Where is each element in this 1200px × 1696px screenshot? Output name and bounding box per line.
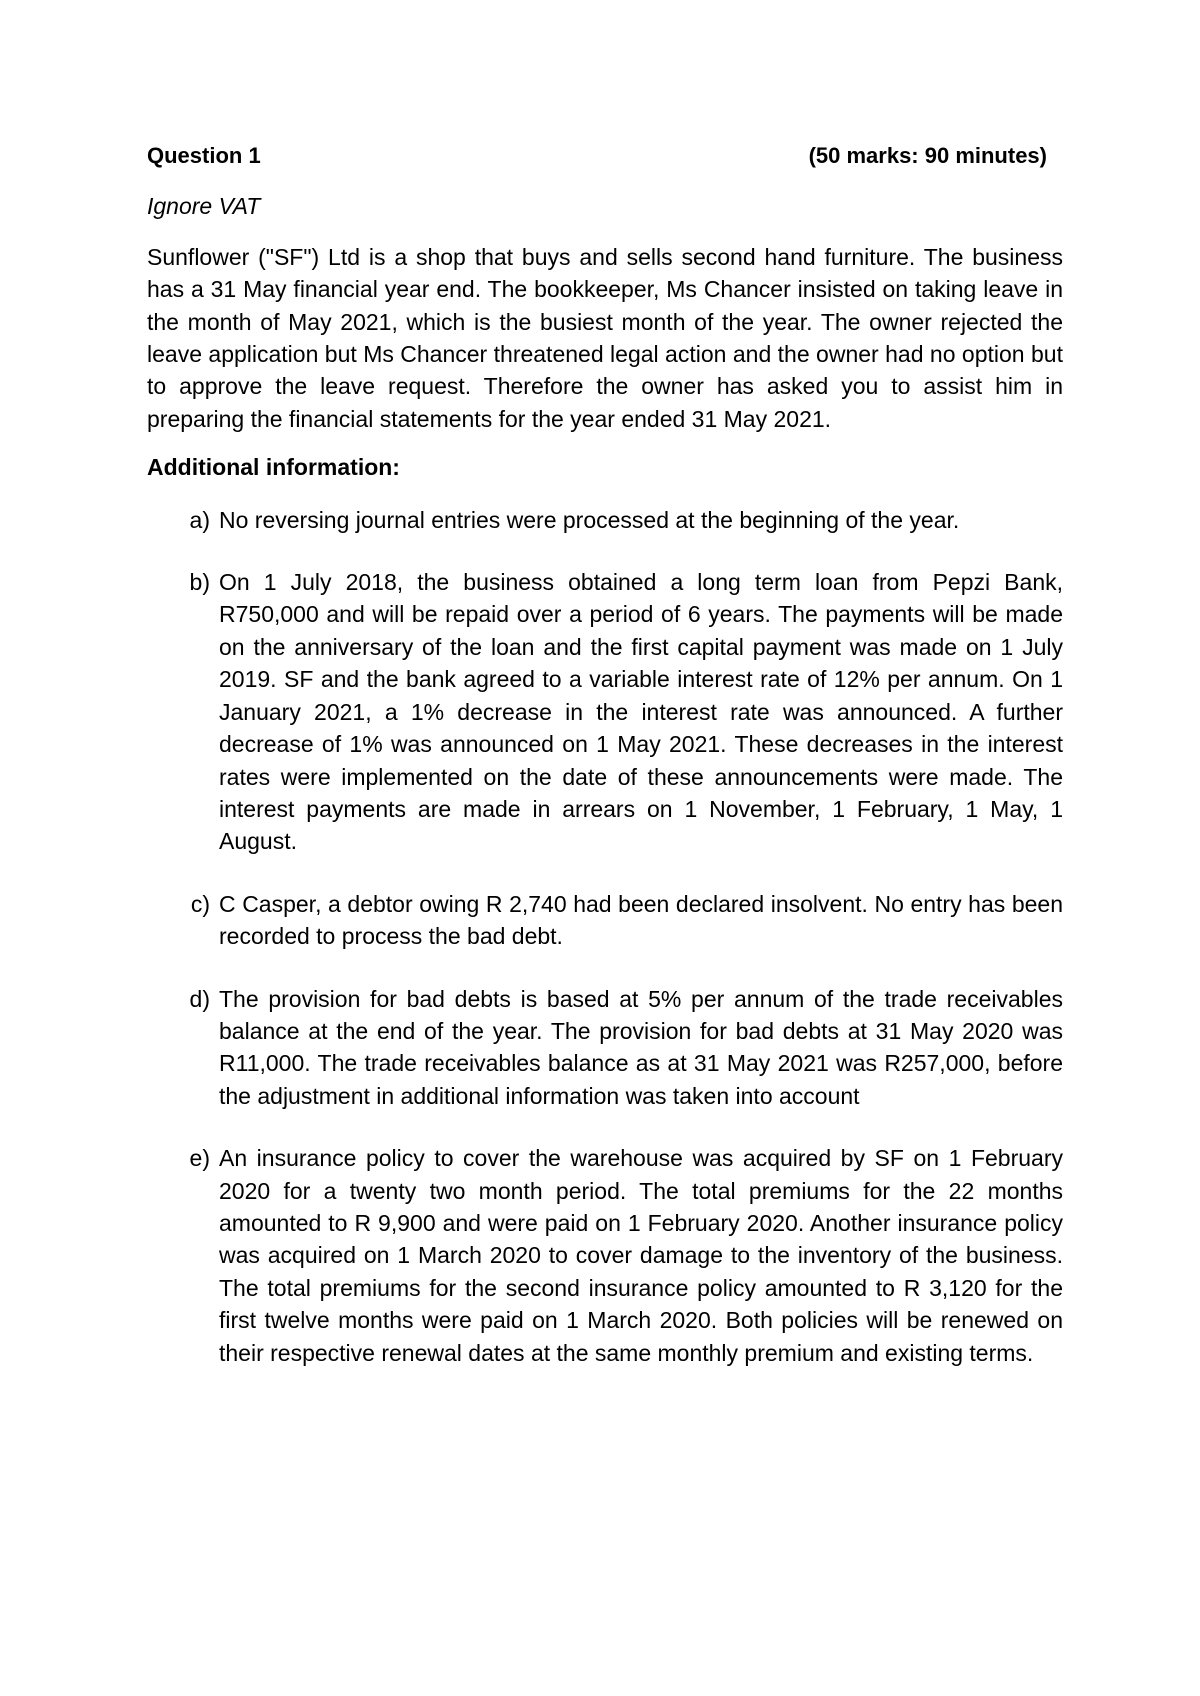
list-item-label: b) [189, 569, 210, 596]
list-item-text: The provision for bad debts is based at 5% per annum of the trade receivables balance at the end of the year. The provision for bad debts at 31 May 2020 was R11,000. The trade receivables balance as at 31 May 2021 was R257,000, before the adjustment in additional information was taken into account [219, 985, 1063, 1109]
question-header [147, 140, 1063, 172]
intro-paragraph: Sunflower ("SF") Ltd is a shop that buys and sells second hand furniture. The business has a 31 May financial year end. The bookkeeper, Ms Chancer insisted on taking leave in the month of May 2021, which is the busiest month of the year. The owner rejected the leave application but Ms Chancer threatened legal action and the owner had no option but to approve the leave request. Therefore the owner has asked you to assist him in preparing the financial statements for the year ended 31 May 2021. [147, 243, 1063, 432]
ignore-vat-note: Ignore VAT [147, 193, 261, 220]
list-item-label: a) [189, 506, 210, 533]
list-item-text: C Casper, a debtor owing R 2,740 had been declared insolvent. No entry has been recorded to process the bad debt. [219, 890, 1063, 950]
question-marks: (50 marks: 90 minutes) [808, 143, 1047, 168]
list-item-c [147, 888, 1063, 953]
list-item-b [147, 566, 1063, 858]
list-item-text: No reversing journal entries were processed at the beginning of the year. [219, 506, 960, 533]
question-title: Question 1 [147, 143, 261, 168]
document-page [147, 140, 1063, 1399]
list-item-text: On 1 July 2018, the business obtained a long term loan from Pepzi Bank, R750,000 and will be repaid over a period of 6 years. The payments will be made on the anniversary of the loan and the first capital payment was made on 1 July 2019. SF and the bank agreed to a variable interest rate of 12% per annum. On 1 January 2021, a 1% decrease in the interest rate was announced. A further decrease of 1% was announced on 1 May 2021. These decreases in the interest rates were implemented on the date of these announcements were made. The interest payments are made in arrears on 1 November, 1 February, 1 May, 1 August. [219, 569, 1063, 855]
list-item-a [147, 504, 1063, 536]
list-item-d [147, 983, 1063, 1113]
list-item-label: c) [190, 890, 210, 917]
list-item-e [147, 1142, 1063, 1369]
list-item-label: d) [189, 985, 210, 1012]
additional-info-list [147, 504, 1063, 1369]
list-item-text: An insurance policy to cover the warehouse was acquired by SF on 1 February 2020 for a twenty two month period. The total premiums for the 22 months amounted to R 9,900 and were paid on 1 February 2020. Another insurance policy was acquired on 1 March 2020 to cover damage to the inventory of the business. The total premiums for the second insurance policy amounted to R 3,120 for the first twelve months were paid on 1 March 2020. Both policies will be renewed on their respective renewal dates at the same monthly premium and existing terms. [219, 1145, 1063, 1366]
list-item-label: e) [189, 1145, 210, 1172]
additional-info-heading: Additional information: [147, 454, 400, 481]
